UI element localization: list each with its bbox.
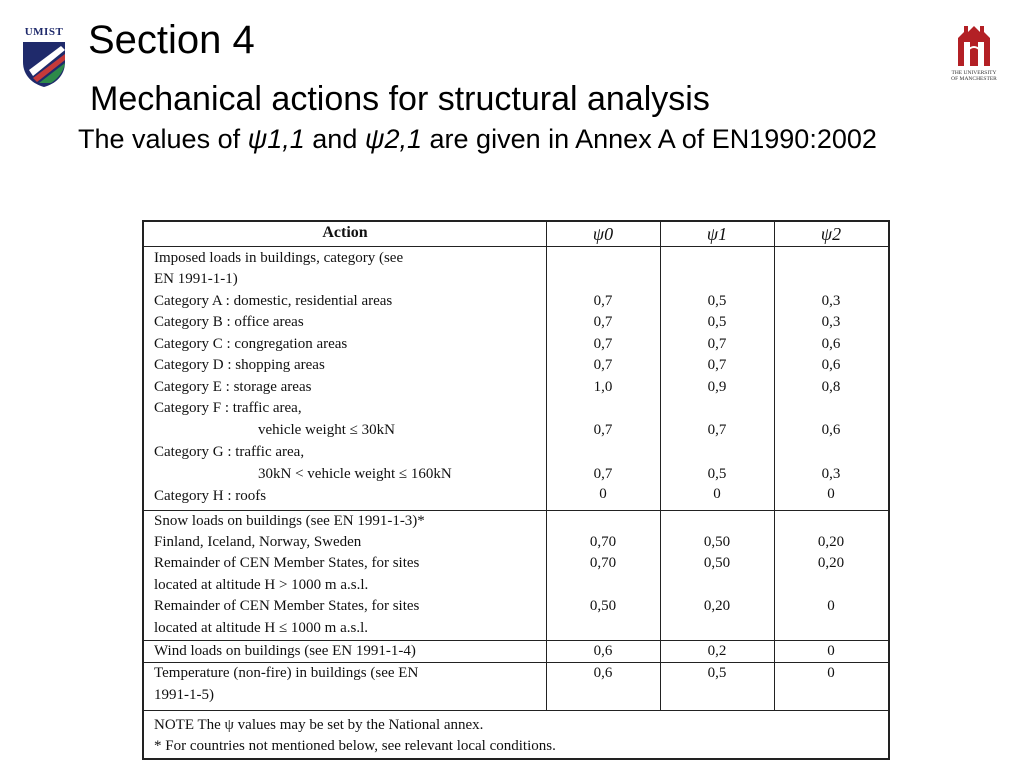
table-cell: 0	[827, 598, 835, 614]
table-row-label: Finland, Iceland, Norway, Sweden	[154, 534, 362, 550]
university-name-line2: OF MANCHESTER	[951, 76, 997, 82]
table-row-label: Category F : traffic area,	[154, 400, 302, 416]
table-row-label: Category B : office areas	[154, 314, 304, 330]
table-cell: 0,5	[707, 293, 727, 309]
table-divider	[660, 222, 661, 710]
table-cell: 0,8	[821, 379, 841, 395]
umist-shield-icon	[21, 40, 67, 88]
temperature-row-line2: 1991-1-5)	[154, 687, 214, 703]
combination-factors-table	[142, 220, 890, 760]
table-cell: 0,7	[593, 314, 613, 330]
table-cell: 0	[827, 486, 835, 502]
header-psi1: ψ1	[706, 224, 728, 244]
table-cell: 0,7	[593, 422, 613, 438]
table-row-label: located at altitude H > 1000 m a.s.l.	[154, 577, 369, 593]
table-cell: 0	[599, 486, 607, 502]
table-cell: 0,20	[817, 534, 845, 550]
table-cell: 0	[827, 643, 835, 659]
university-name	[944, 70, 1004, 82]
table-divider	[774, 222, 775, 710]
table-cell: 0,50	[703, 555, 731, 571]
table-cell: 0,20	[817, 555, 845, 571]
table-row-label: Category G : traffic area,	[154, 444, 305, 460]
university-of-manchester-logo	[944, 24, 1004, 90]
table-row-label: Category D : shopping areas	[154, 357, 325, 373]
table-cell: 0,6	[821, 422, 841, 438]
table-cell: 0,5	[707, 665, 727, 681]
table-cell: 0,3	[821, 314, 841, 330]
header-action: Action	[322, 224, 368, 241]
table-cell: 0	[713, 486, 721, 502]
table-cell: 0,6	[821, 336, 841, 352]
table-cell: 0,70	[589, 534, 617, 550]
imposed-heading-line1: Imposed loads in buildings, category (see	[154, 250, 404, 266]
psi-11-symbol: ψ1,1	[247, 124, 305, 154]
header-psi2: ψ2	[820, 224, 842, 244]
umist-logo	[18, 26, 70, 90]
table-row-label: located at altitude H ≤ 1000 m a.s.l.	[154, 620, 369, 636]
imposed-heading-line2: EN 1991-1-1)	[154, 271, 238, 287]
table-cell: 0,7	[707, 357, 727, 373]
table-divider	[144, 246, 888, 247]
table-cell: 0,3	[821, 293, 841, 309]
table-row-label: vehicle weight ≤ 30kN	[258, 422, 395, 438]
table-cell: 0,9	[707, 379, 727, 395]
table-cell: 0,50	[703, 534, 731, 550]
table-note-line2: * For countries not mentioned below, see relevant local conditions.	[154, 738, 556, 754]
university-crest-icon	[954, 24, 994, 68]
university-name-line1: THE UNIVERSITY	[951, 70, 997, 76]
intro-part3: are given in Annex A of EN1990:2002	[422, 124, 877, 154]
intro-part1: The values of	[78, 124, 248, 154]
table-cell: 1,0	[593, 379, 613, 395]
wind-row-label: Wind loads on buildings (see EN 1991-1-4)	[154, 643, 416, 659]
table-divider	[546, 222, 547, 710]
table-cell: 0,7	[707, 336, 727, 352]
table-cell: 0,2	[707, 643, 727, 659]
table-cell: 0,5	[707, 466, 727, 482]
table-cell: 0,7	[593, 336, 613, 352]
slide-title: Section 4	[88, 18, 255, 62]
table-cell: 0,3	[821, 466, 841, 482]
table-row-label: Remainder of CEN Member States, for sites	[154, 555, 420, 571]
table-cell: 0,6	[593, 665, 613, 681]
combination-factors-table-image	[122, 210, 916, 766]
intro-text	[78, 122, 958, 156]
table-row-label: Category H : roofs	[154, 488, 267, 504]
table-cell: 0,20	[703, 598, 731, 614]
table-cell: 0,6	[593, 643, 613, 659]
slide-subtitle: Mechanical actions for structural analysis	[90, 80, 710, 118]
table-cell: 0,50	[589, 598, 617, 614]
table-row-label: Category A : domestic, residential areas	[154, 293, 393, 309]
table-cell: 0,7	[707, 422, 727, 438]
table-cell: 0,5	[707, 314, 727, 330]
table-row-label: Remainder of CEN Member States, for sites	[154, 598, 420, 614]
table-divider	[144, 710, 888, 711]
table-row-label: 30kN < vehicle weight ≤ 160kN	[258, 466, 452, 482]
table-cell: 0,7	[593, 466, 613, 482]
table-row-label: Category E : storage areas	[154, 379, 312, 395]
table-cell: 0	[827, 665, 835, 681]
table-note-line1: NOTE The ψ values may be set by the National annex.	[154, 717, 484, 733]
umist-logo-text: UMIST	[24, 26, 64, 38]
psi-21-symbol: ψ2,1	[364, 124, 423, 154]
table-cell: 0,7	[593, 357, 613, 373]
table-row-label: Category C : congregation areas	[154, 336, 348, 352]
table-cell: 0,70	[589, 555, 617, 571]
table-cell: 0,7	[593, 293, 613, 309]
temperature-row-line1: Temperature (non-fire) in buildings (see EN	[154, 665, 419, 681]
table-cell: 0,6	[821, 357, 841, 373]
snow-heading: Snow loads on buildings (see EN 1991-1-3)*	[154, 513, 425, 529]
intro-part2: and	[304, 124, 365, 154]
header-psi0: ψ0	[592, 224, 614, 244]
